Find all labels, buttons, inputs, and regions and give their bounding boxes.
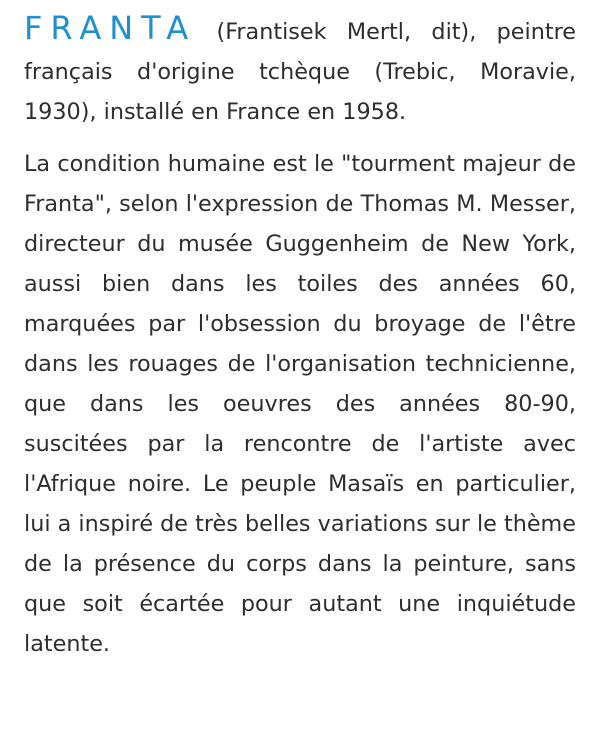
intro-text: (Frantisek Mertl, dit), peintre français d'origine tchèque (Trebic, Moravie, 1930), installé en France en 1958. [24, 19, 576, 125]
artist-name: FRANTA [24, 9, 197, 47]
intro-paragraph [24, 8, 576, 132]
body-paragraph: La condition humaine est le "tourment majeur de Franta", selon l'expression de Thomas M. Messer, directeur du musée Guggenheim de New York, aussi bien dans les toiles des années 60, marquées par l'obsession du broyage de l'être dans les rouages de l'organisation technicienne, que dans les oeuvres des années 80-90, suscitées par la rencontre de l'artiste avec l'Afrique noire. Le peuple Masaïs en particulier, lui a inspiré de très belles variations sur le thème de la présence du corps dans la peinture, sans que soit écartée pour autant une inquiétude latente. [24, 151, 576, 657]
